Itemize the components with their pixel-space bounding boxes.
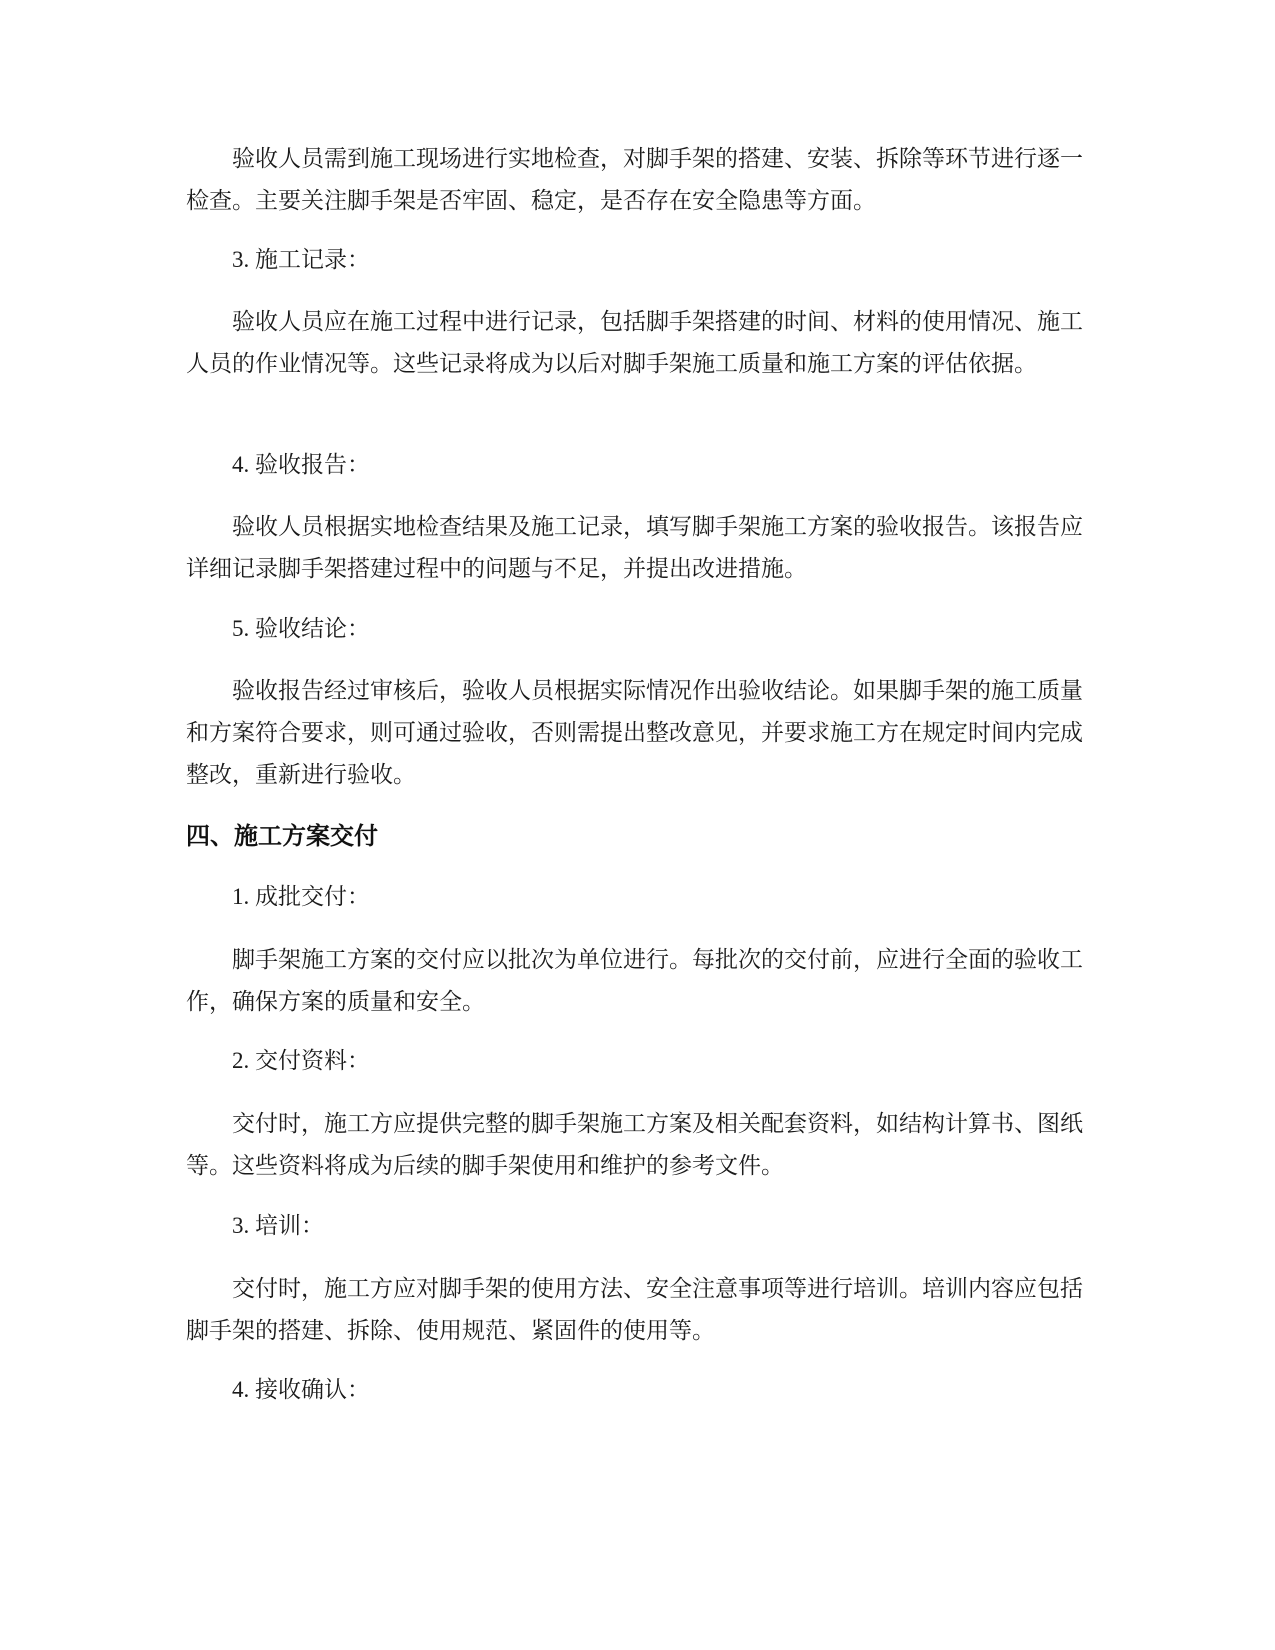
item-receipt-confirmation: 4. 接收确认： bbox=[232, 1377, 370, 1402]
paragraph-training: 交付时，施工方应对脚手架的使用方法、安全注意事项等进行培训。培训内容应包括脚手架的搭建、拆除、使用规范、紧固件的使用等。 bbox=[186, 1276, 1083, 1343]
paragraph-batch-delivery: 脚手架施工方案的交付应以批次为单位进行。每批次的交付前，应进行全面的验收工作，确保方案的质量和安全。 bbox=[186, 947, 1083, 1014]
paragraph-delivery-documents: 交付时，施工方应提供完整的脚手架施工方案及相关配套资料，如结构计算书、图纸等。这些资料将成为后续的脚手架使用和维护的参考文件。 bbox=[186, 1111, 1083, 1178]
paragraph-construction-record: 验收人员应在施工过程中进行记录，包括脚手架搭建的时间、材料的使用情况、施工人员的作业情况等。这些记录将成为以后对脚手架施工质量和施工方案的评估依据。 bbox=[186, 309, 1083, 376]
paragraph-site-inspection: 验收人员需到施工现场进行实地检查，对脚手架的搭建、安装、拆除等环节进行逐一检查。主要关注脚手架是否牢固、稳定，是否存在安全隐患等方面。 bbox=[186, 146, 1083, 213]
item-training: 3. 培训： bbox=[232, 1213, 324, 1238]
item-acceptance-report: 4. 验收报告： bbox=[232, 452, 370, 477]
item-construction-record: 3. 施工记录： bbox=[232, 247, 370, 272]
item-batch-delivery: 1. 成批交付： bbox=[232, 884, 370, 909]
paragraph-acceptance-report: 验收人员根据实地检查结果及施工记录，填写脚手架施工方案的验收报告。该报告应详细记录脚手架搭建过程中的问题与不足，并提出改进措施。 bbox=[186, 514, 1083, 581]
paragraph-acceptance-conclusion: 验收报告经过审核后，验收人员根据实际情况作出验收结论。如果脚手架的施工质量和方案符合要求，则可通过验收，否则需提出整改意见，并要求施工方在规定时间内完成整改，重新进行验收。 bbox=[186, 678, 1083, 787]
item-acceptance-conclusion: 5. 验收结论： bbox=[232, 616, 370, 641]
item-delivery-documents: 2. 交付资料： bbox=[232, 1048, 370, 1073]
section-heading-plan-delivery: 四、施工方案交付 bbox=[186, 822, 378, 850]
